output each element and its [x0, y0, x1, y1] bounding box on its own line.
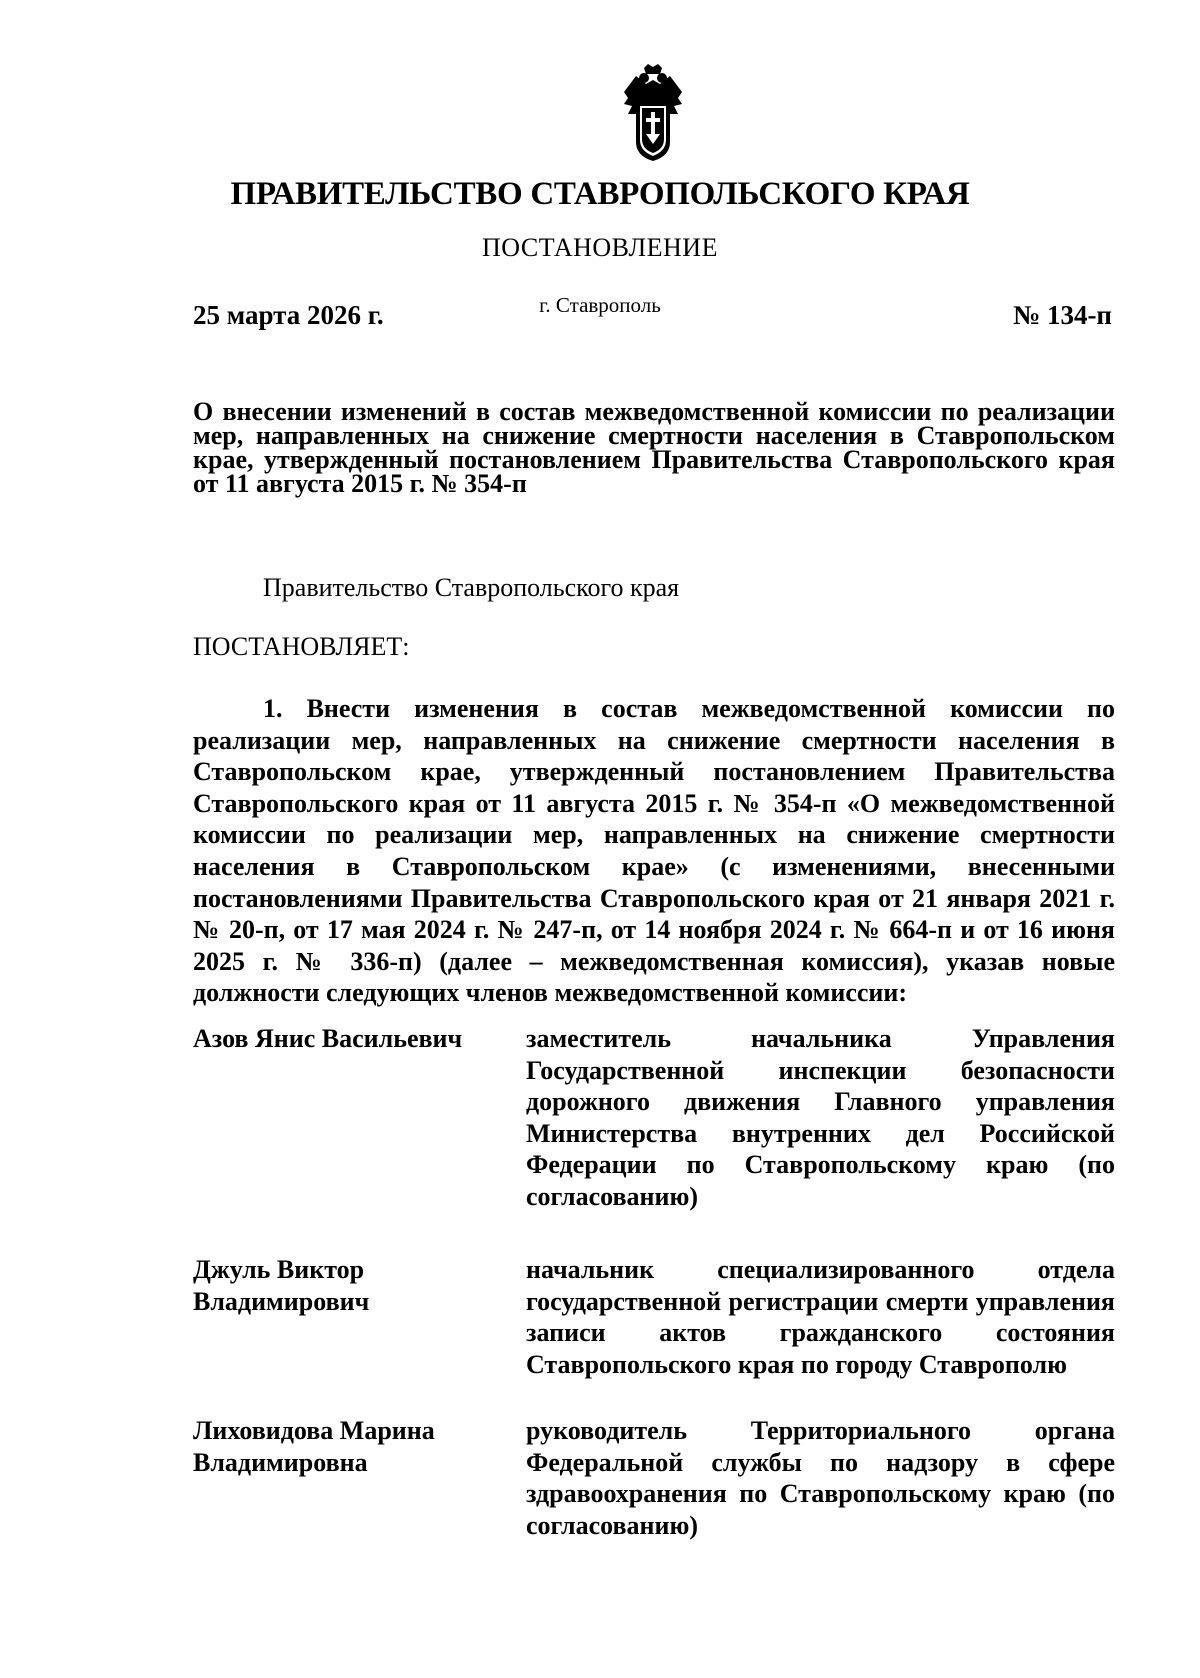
- resolves-heading: ПОСТАНОВЛЯЕТ:: [193, 632, 410, 661]
- document-number: № 134-п: [1013, 300, 1112, 330]
- member-name: Джуль Виктор Владимирович: [193, 1255, 370, 1316]
- document-type: ПОСТАНОВЛЕНИЕ: [482, 233, 718, 262]
- government-title: ПРАВИТЕЛЬСТВО СТАВРОПОЛЬСКОГО КРАЯ: [230, 176, 970, 212]
- document-date: 25 марта 2026 г.: [193, 300, 384, 330]
- paragraph-1: 1. Внести изменения в состав межведомственной комиссии по реализации мер, направленных на снижение смертности населения в Ставропольском крае, утвержденный постановлением Правительства Ставропольского края от 11 августа 2015 г. № 354-п «О межведомственной комиссии по реализации мер, направленных на снижение смертности населения в Ставропольском крае» (с изменениями, внесенными постановлениями Правительства Ставропольского края от 21 января 2021 г. № 20-п, от 17 мая 2024 г. № 247-п, от 14 ноября 2024 г. № 664-п и от 16 июня 2025 г. № 336-п) (далее – межведомственная комиссия), указав новые должности следующих членов межведомственной комиссии:: [193, 694, 1115, 1008]
- member-position: руководитель Территориального органа Федеральной службы по надзору в сфере здравоохранения по Ставропольскому краю (по согласованию): [526, 1416, 1115, 1540]
- document-subject: О внесении изменений в состав межведомственной комиссии по реализации мер, направленных на снижение смертности населения в Ставропольском крае, утвержденный постановлением Правительства Ставропольского края от 11 августа 2015 г. № 354-п: [193, 397, 1115, 498]
- document-city: г. Ставрополь: [539, 293, 661, 317]
- member-position: заместитель начальника Управления Государственной инспекции безопасности дорожного движения Главного управления Министерства внутренних дел Российской Федерации по Ставропольскому краю (по согласованию): [526, 1024, 1115, 1211]
- issuing-body: Правительство Ставропольского края: [263, 573, 680, 602]
- member-position: начальник специализированного отдела государственной регистрации смерти управления записи актов гражданского состояния Ставропольского края по городу Ставрополю: [526, 1255, 1115, 1379]
- member-name: Лиховидова Марина Владимировна: [193, 1416, 435, 1477]
- member-name: Азов Янис Васильевич: [193, 1024, 463, 1053]
- coat-of-arms-icon: [622, 62, 684, 162]
